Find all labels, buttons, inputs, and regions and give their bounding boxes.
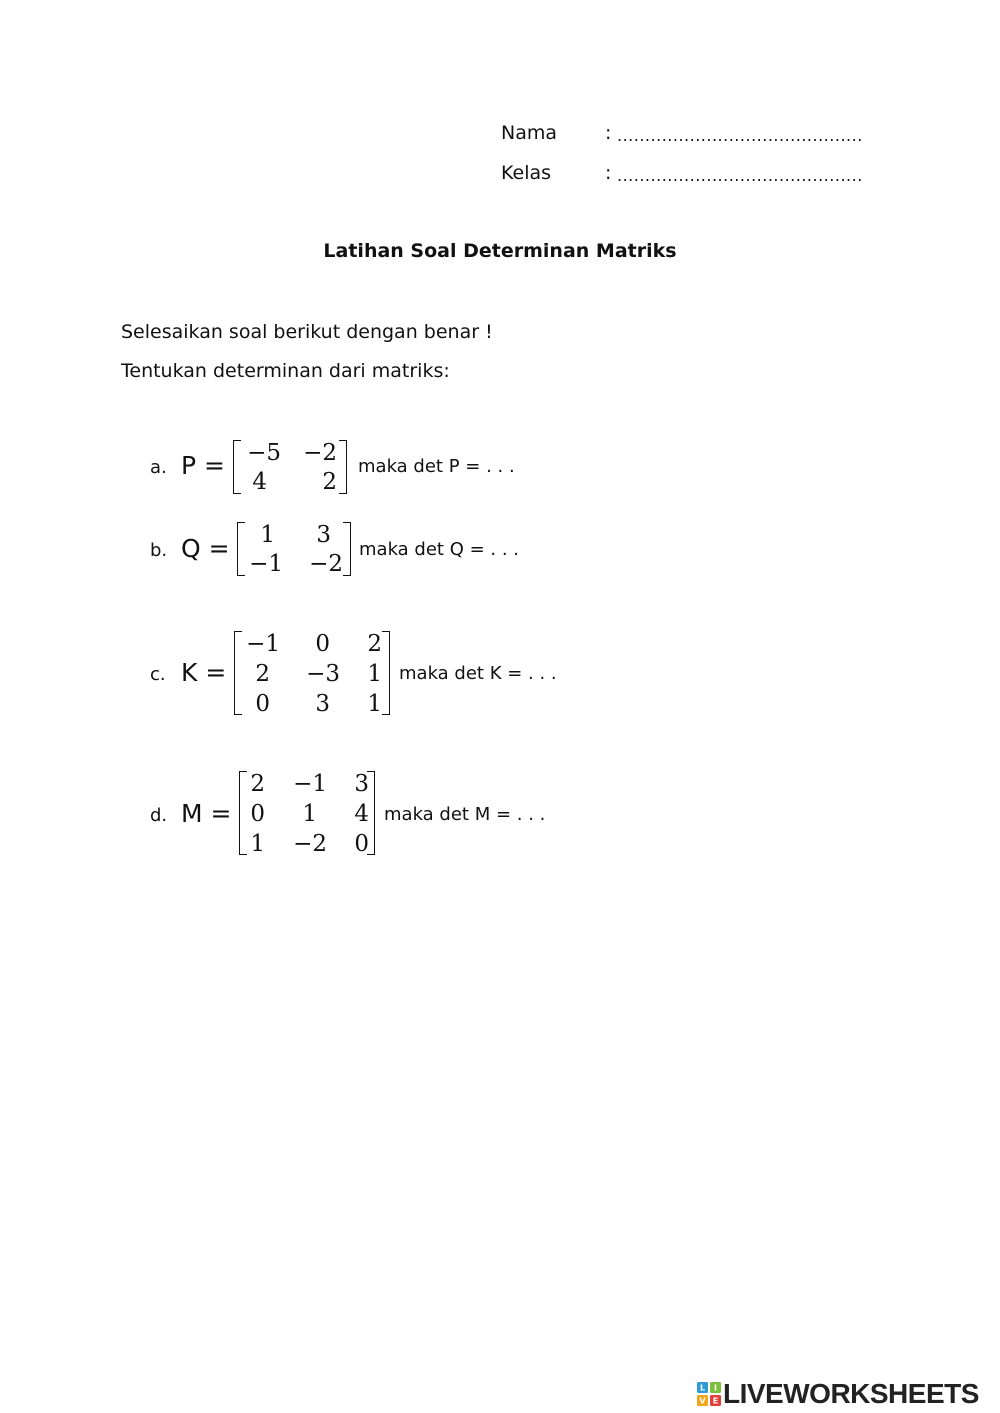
class-label: Kelas [501,162,552,184]
matrix-cell: −2 [293,831,327,857]
problem-d-letter: d. [150,805,168,826]
problem-b-name: Q = [181,534,230,563]
matrix-cell: −2 [303,440,337,466]
matrix-cell: 2 [255,661,270,687]
matrix-q [237,522,351,576]
problem-c-answer-prompt: maka det K = . . . [399,663,557,684]
matrix-cell: 0 [250,801,265,827]
matrix-cell: 0 [354,831,369,857]
matrix-cell: −1 [293,771,327,797]
problem-d-name: M = [181,799,232,828]
matrix-m [239,771,375,855]
matrix-cell: 0 [255,691,270,717]
matrix-p-left-bracket [233,440,241,494]
problem-b-letter: b. [150,540,168,561]
matrix-cell: −3 [306,661,340,687]
matrix-cell: 2 [322,469,337,495]
problem-c-name: K = [181,658,227,687]
instruction-line-2: Tentukan determinan dari matriks: [121,360,450,382]
brand-name: LIVEWORKSHEETS [723,1378,979,1409]
matrix-q-right-bracket [343,522,351,576]
matrix-cell: 4 [252,469,267,495]
matrix-cell: 1 [302,801,317,827]
svg-text:V: V [699,1396,706,1406]
class-blank[interactable]: ............................................ [617,166,863,185]
liveworksheets-brand[interactable] [697,1378,997,1410]
problem-a-name: P = [181,451,225,480]
matrix-cell: 4 [354,801,369,827]
matrix-cell: 3 [315,691,330,717]
matrix-q-left-bracket [237,522,245,576]
matrix-cell: −2 [309,551,343,577]
problem-b-answer-prompt: maka det Q = . . . [359,539,520,560]
problem-a-answer-prompt: maka det P = . . . [358,456,515,477]
matrix-cell: 1 [367,661,382,687]
matrix-cell: −5 [247,440,281,466]
matrix-cell: 0 [315,631,330,657]
name-label: Nama [501,122,558,144]
svg-text:L: L [699,1383,706,1393]
svg-text:E: E [712,1396,719,1406]
page-title: Latihan Soal Determinan Matriks [323,240,677,262]
name-blank[interactable]: ............................................ [617,126,863,145]
matrix-k-left-bracket [234,631,242,715]
problem-a-letter: a. [150,457,167,478]
matrix-cell: −1 [249,551,283,577]
matrix-cell: 2 [367,631,382,657]
instruction-line-1: Selesaikan soal berikut dengan benar ! [121,321,493,343]
matrix-k-right-bracket [382,631,390,715]
matrix-cell: 3 [354,771,369,797]
liveworksheets-logo-icon [697,1382,721,1410]
problem-c-letter: c. [150,664,166,685]
name-colon: : [605,122,612,144]
matrix-cell: 2 [250,771,265,797]
matrix-k [234,631,390,715]
matrix-cell: −1 [246,631,280,657]
svg-text:I: I [714,1383,717,1393]
problem-d-answer-prompt: maka det M = . . . [384,804,546,825]
matrix-cell: 1 [250,831,265,857]
matrix-p [233,440,347,494]
class-colon: : [605,162,612,184]
matrix-p-right-bracket [339,440,347,494]
matrix-cell: 3 [316,522,331,548]
matrix-cell: 1 [260,522,275,548]
matrix-cell: 1 [367,691,382,717]
